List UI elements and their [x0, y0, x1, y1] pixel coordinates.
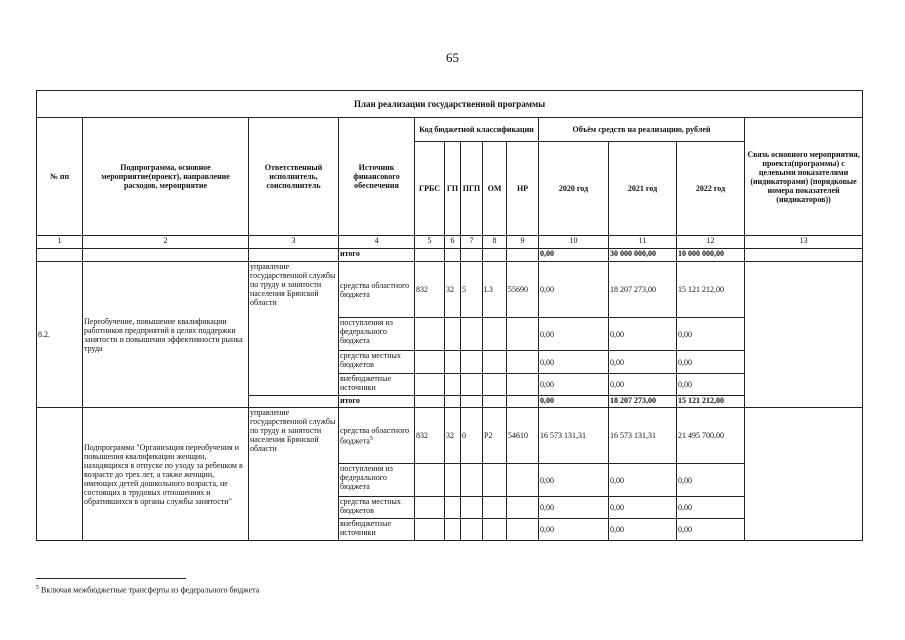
- cell-om: L3: [483, 262, 507, 318]
- total-label: итого: [339, 249, 415, 262]
- indicator-link: [745, 262, 863, 408]
- header-link: Связь основного мероприятия, проекта(программы) с целевыми показателями (индикаторами) (порядковые номера показателей (индикаторов)): [745, 118, 863, 236]
- funding-source: внебюджетные источники: [339, 519, 415, 541]
- cell-pgp: 5: [461, 262, 483, 318]
- total-2021: 30 000 000,00: [609, 249, 677, 262]
- cell-2020: 0,00: [539, 374, 609, 396]
- funding-source: [339, 408, 415, 464]
- header-2021: 2021 год: [609, 142, 677, 236]
- header-budget-code: Код бюджетной классификации: [415, 118, 539, 142]
- subprogram-name: Подпрограмма "Организация переобучения и повышения квалификации женщин, находящихся в отпуске по уходу за ребенком в возрасте до трех лет, а также женщин, имеющих детей дошкольного возраста, не состоящих в трудовых отношениях и обратившихся в органы службы занятости": [83, 408, 249, 541]
- cell-gp: 32: [445, 262, 461, 318]
- total-label: итого: [339, 396, 415, 408]
- funding-source: средства местных бюджетов: [339, 351, 415, 374]
- cell-2021: 0,00: [609, 318, 677, 351]
- cell-2022: 0,00: [677, 351, 745, 374]
- cell-2021: 0,00: [609, 464, 677, 497]
- cell-2022: 0,00: [677, 464, 745, 497]
- cell-2022: 0,00: [677, 497, 745, 519]
- header-num: № пп: [37, 118, 83, 236]
- total-2022: 15 121 212,00: [677, 396, 745, 408]
- col-num: 9: [507, 236, 539, 249]
- header-subprogram: Подпрограмма, основное мероприятие(проект), направление расходов, мероприятие: [83, 118, 249, 236]
- col-num: 13: [745, 236, 863, 249]
- funding-source: поступления из федерального бюджета: [339, 464, 415, 497]
- header-pgp: ПГП: [461, 142, 483, 236]
- col-num: 10: [539, 236, 609, 249]
- footnote: [36, 585, 259, 595]
- cell-pgp: 0: [461, 408, 483, 464]
- table-row: [37, 262, 863, 318]
- cell-2020: 0,00: [539, 519, 609, 541]
- cell-grbs: 832: [415, 408, 445, 464]
- executor: управление государственной службы по труду и занятости населения Брянской области: [249, 408, 339, 541]
- footnote-ref: 5: [369, 435, 373, 442]
- cell-grbs: 832: [415, 262, 445, 318]
- col-num: 2: [83, 236, 249, 249]
- cell-2021: 0,00: [609, 519, 677, 541]
- table-title: План реализации государственной программы: [37, 91, 863, 118]
- cell-2020: 0,00: [539, 262, 609, 318]
- cell-2022: 0,00: [677, 519, 745, 541]
- total-2022: 10 000 000,00: [677, 249, 745, 262]
- table-row: [37, 249, 863, 262]
- footnote-divider: [36, 578, 186, 579]
- header-om: ОМ: [483, 142, 507, 236]
- total-2021: 18 207 273,00: [609, 396, 677, 408]
- cell-2021: 18 207 273,00: [609, 262, 677, 318]
- header-2022: 2022 год: [677, 142, 745, 236]
- measure-name: Переобучение, повышение квалификации работников предприятий в целях поддержки занятости и повышения эффективности рынка труда: [83, 262, 249, 408]
- funding-source: средства местных бюджетов: [339, 497, 415, 519]
- footnote-text: Включая межбюджетные трансферты из федерального бюджета: [41, 585, 260, 595]
- executor: управление государственной службы по труду и занятости населения Брянской области: [249, 262, 339, 396]
- cell-2020: 0,00: [539, 497, 609, 519]
- header-grbs: ГРБС: [415, 142, 445, 236]
- column-numbers-row: [37, 236, 863, 249]
- table-row: [37, 408, 863, 464]
- col-num: 8: [483, 236, 507, 249]
- cell-om: P2: [483, 408, 507, 464]
- col-num: 4: [339, 236, 415, 249]
- cell-2020: 0,00: [539, 464, 609, 497]
- row-number: 8.2.: [37, 262, 83, 408]
- col-num: 11: [609, 236, 677, 249]
- header-executor: Ответственный исполнитель, соисполнитель: [249, 118, 339, 236]
- col-num: 1: [37, 236, 83, 249]
- page-number: 65: [446, 50, 459, 65]
- col-num: 3: [249, 236, 339, 249]
- cell-2021: 0,00: [609, 374, 677, 396]
- cell-2022: 0,00: [677, 374, 745, 396]
- cell-2021: 16 573 131,31: [609, 408, 677, 464]
- plan-table: [36, 90, 863, 541]
- funding-source: поступления из федерального бюджета: [339, 318, 415, 351]
- cell-np: 54610: [507, 408, 539, 464]
- footnote-mark: 5: [36, 585, 39, 591]
- cell-2022: 15 121 212,00: [677, 262, 745, 318]
- cell-2020: 16 573 131,31: [539, 408, 609, 464]
- cell-np: 55690: [507, 262, 539, 318]
- cell-2021: 0,00: [609, 497, 677, 519]
- col-num: 7: [461, 236, 483, 249]
- funding-source-text: средства областного бюджета: [340, 425, 410, 446]
- col-num: 5: [415, 236, 445, 249]
- cell-2022: 21 495 700,00: [677, 408, 745, 464]
- funding-source: средства областного бюджета: [339, 262, 415, 318]
- cell-2020: 0,00: [539, 351, 609, 374]
- header-source: Источник финансового обеспечения: [339, 118, 415, 236]
- cell-2022: 0,00: [677, 318, 745, 351]
- funding-source: внебюджетные источники: [339, 374, 415, 396]
- header-gp: ГП: [445, 142, 461, 236]
- cell-2020: 0,00: [539, 318, 609, 351]
- cell-2021: 0,00: [609, 351, 677, 374]
- col-num: 6: [445, 236, 461, 249]
- total-2020: 0,00: [539, 249, 609, 262]
- indicator-link: [745, 408, 863, 541]
- cell-gp: 32: [445, 408, 461, 464]
- header-volume: Объём средств на реализацию, рублей: [539, 118, 745, 142]
- col-num: 12: [677, 236, 745, 249]
- header-np: НР: [507, 142, 539, 236]
- total-2020: 0,00: [539, 396, 609, 408]
- header-2020: 2020 год: [539, 142, 609, 236]
